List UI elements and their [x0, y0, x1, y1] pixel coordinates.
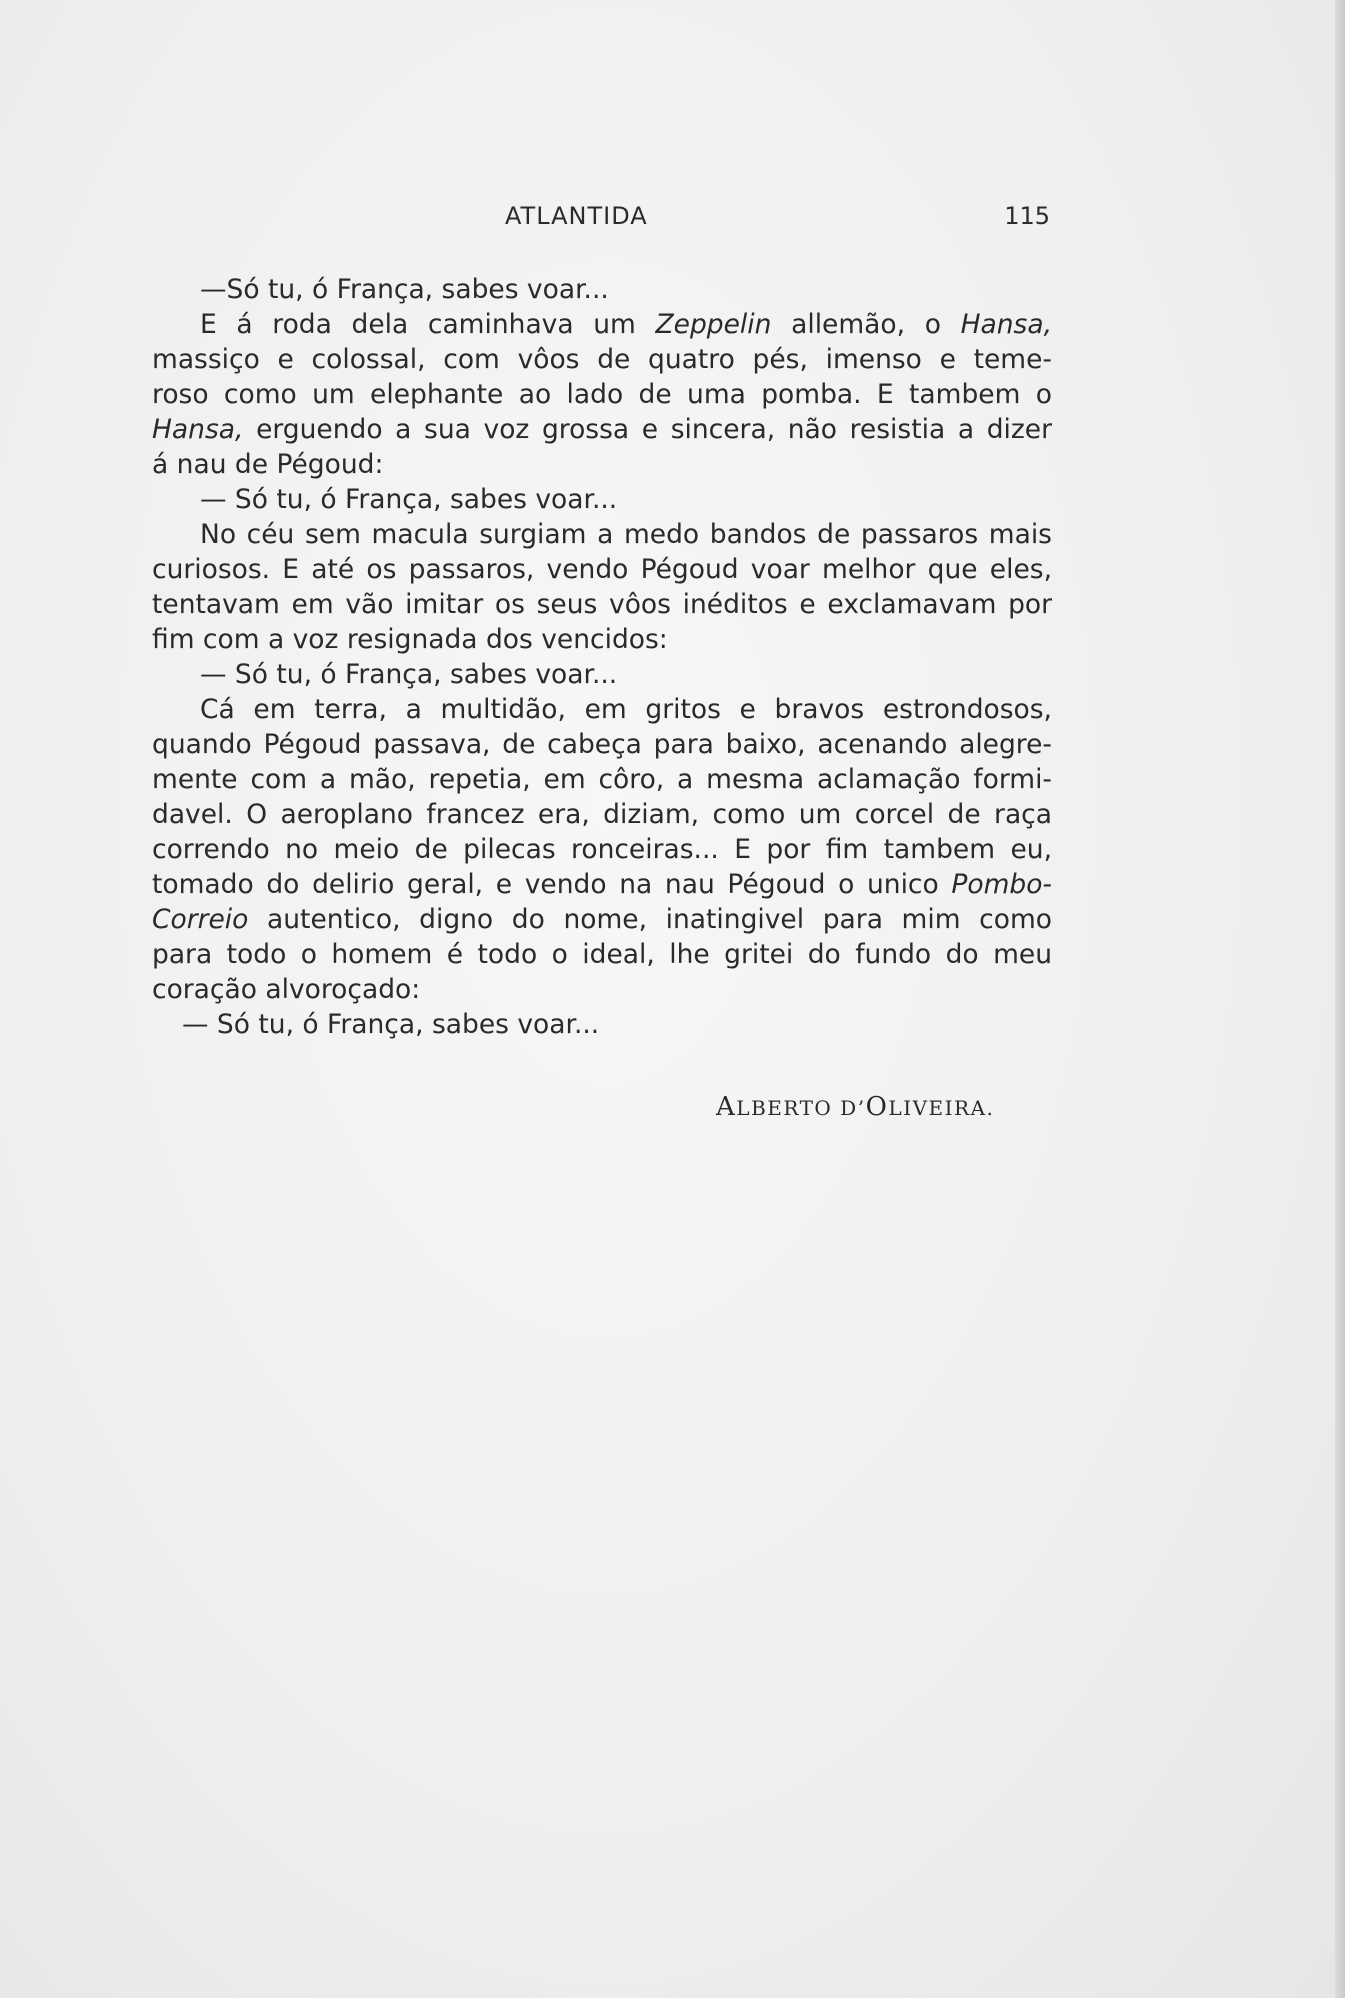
signature-text: D’: [840, 1096, 866, 1120]
text-line: roso como um elephante ao lado de uma pomba. E tambem o: [152, 379, 1052, 410]
text-line: massiço e colossal, com vôos de quatro pés, imenso e teme-: [152, 344, 1052, 375]
text-line: No céu sem macula surgiam a medo bandos de passaros mais: [200, 519, 1052, 550]
text-line: coração alvoroçado:: [152, 974, 421, 1005]
text-line: tomado do delirio geral, e vendo na nau Pégoud o unico Pombo-: [152, 869, 1052, 900]
signature-text: LBERTO: [736, 1096, 841, 1120]
text-line: á nau de Pégoud:: [152, 449, 384, 480]
text-line: —Só tu, ó França, sabes voar...: [200, 274, 609, 305]
text-line: mente com a mão, repetia, em côro, a mesma aclamação formi-: [152, 764, 1052, 795]
signature-initial: A: [716, 1092, 737, 1122]
text-line: Cá em terra, a multidão, em gritos e bravos estrondosos,: [200, 694, 1052, 725]
text-line: para todo o homem é todo o ideal, lhe gritei do fundo do meu: [152, 939, 1052, 970]
page-number: 115: [1004, 202, 1050, 230]
body-text: [152, 272, 1052, 1042]
text-line: davel. O aeroplano francez era, diziam, como um corcel de raça: [152, 799, 1052, 830]
text-line: Hansa, erguendo a sua voz grossa e sincera, não resistia a dizer: [152, 414, 1052, 445]
text-line: — Só tu, ó França, sabes voar...: [200, 484, 618, 515]
text-line: tentavam em vão imitar os seus vôos inéditos e exclamavam por: [152, 589, 1052, 620]
text-line: E á roda dela caminhava um Zeppelin allemão, o Hansa,: [200, 309, 1052, 340]
text-line: correndo no meio de pilecas ronceiras... E por fim tambem eu,: [152, 834, 1052, 865]
running-head: [150, 202, 1050, 242]
signature-text: LIVEIRA.: [888, 1096, 995, 1120]
text-line: — Só tu, ó França, sabes voar...: [182, 1009, 600, 1040]
author-signature: [716, 1092, 994, 1122]
signature-initial: O: [865, 1092, 889, 1122]
text-line: Correio autentico, digno do nome, inatingivel para mim como: [152, 904, 1052, 935]
text-line: — Só tu, ó França, sabes voar...: [200, 659, 618, 690]
text-line: curiosos. E até os passaros, vendo Pégoud voar melhor que eles,: [152, 554, 1052, 585]
text-line: fim com a voz resignada dos vencidos:: [152, 624, 668, 655]
running-head-title: ATLANTIDA: [505, 202, 648, 230]
text-line: quando Pégoud passava, de cabeça para baixo, acenando alegre-: [152, 729, 1052, 760]
page-edge: [1335, 0, 1345, 1998]
